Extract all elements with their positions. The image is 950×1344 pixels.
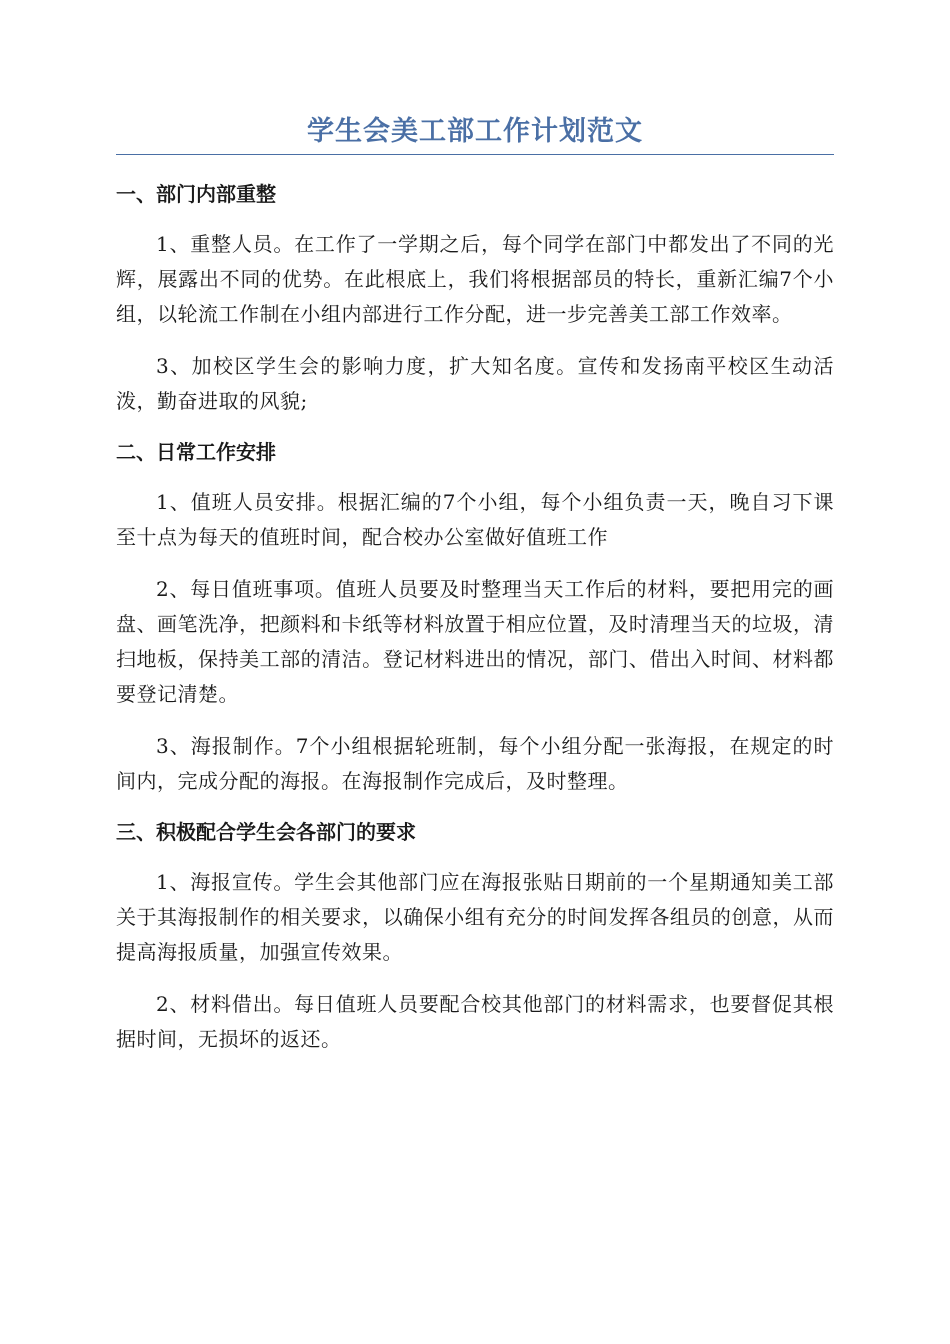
section-2	[116, 437, 834, 799]
paragraph: 1、重整人员。在工作了一学期之后，每个同学在部门中都发出了不同的光辉，展露出不同的优势。在此根底上，我们将根据部员的特长，重新汇编7个小组，以轮流工作制在小组内部进行工作分配，进一步完善美工部工作效率。	[116, 232, 834, 326]
paragraph: 2、材料借出。每日值班人员要配合校其他部门的材料需求，也要督促其根据时间，无损坏的返还。	[116, 992, 834, 1051]
paragraph: 3、海报制作。7个小组根据轮班制，每个小组分配一张海报，在规定的时间内，完成分配的海报。在海报制作完成后，及时整理。	[116, 734, 834, 793]
section-heading: 一、部门内部重整	[116, 182, 276, 206]
section-3	[116, 817, 834, 1057]
document-page	[116, 112, 834, 1057]
section-heading: 二、日常工作安排	[116, 440, 276, 464]
paragraph: 3、加校区学生会的影响力度，扩大知名度。宣传和发扬南平校区生动活泼，勤奋进取的风貌;	[116, 354, 834, 413]
section-heading: 三、积极配合学生会各部门的要求	[116, 820, 416, 844]
paragraph: 1、值班人员安排。根据汇编的7个小组，每个小组负责一天，晚自习下课至十点为每天的值班时间，配合校办公室做好值班工作	[116, 490, 834, 549]
paragraph: 1、海报宣传。学生会其他部门应在海报张贴日期前的一个星期通知美工部关于其海报制作的相关要求，以确保小组有充分的时间发挥各组员的创意，从而提高海报质量，加强宣传效果。	[116, 870, 834, 964]
section-1	[116, 179, 834, 419]
paragraph: 2、每日值班事项。值班人员要及时整理当天工作后的材料，要把用完的画盘、画笔洗净，把颜料和卡纸等材料放置于相应位置，及时清理当天的垃圾，清扫地板，保持美工部的清洁。登记材料进出的情况，部门、借出入时间、材料都要登记清楚。	[116, 577, 834, 706]
title-underline	[116, 154, 834, 155]
document-title: 学生会美工部工作计划范文	[307, 116, 643, 147]
